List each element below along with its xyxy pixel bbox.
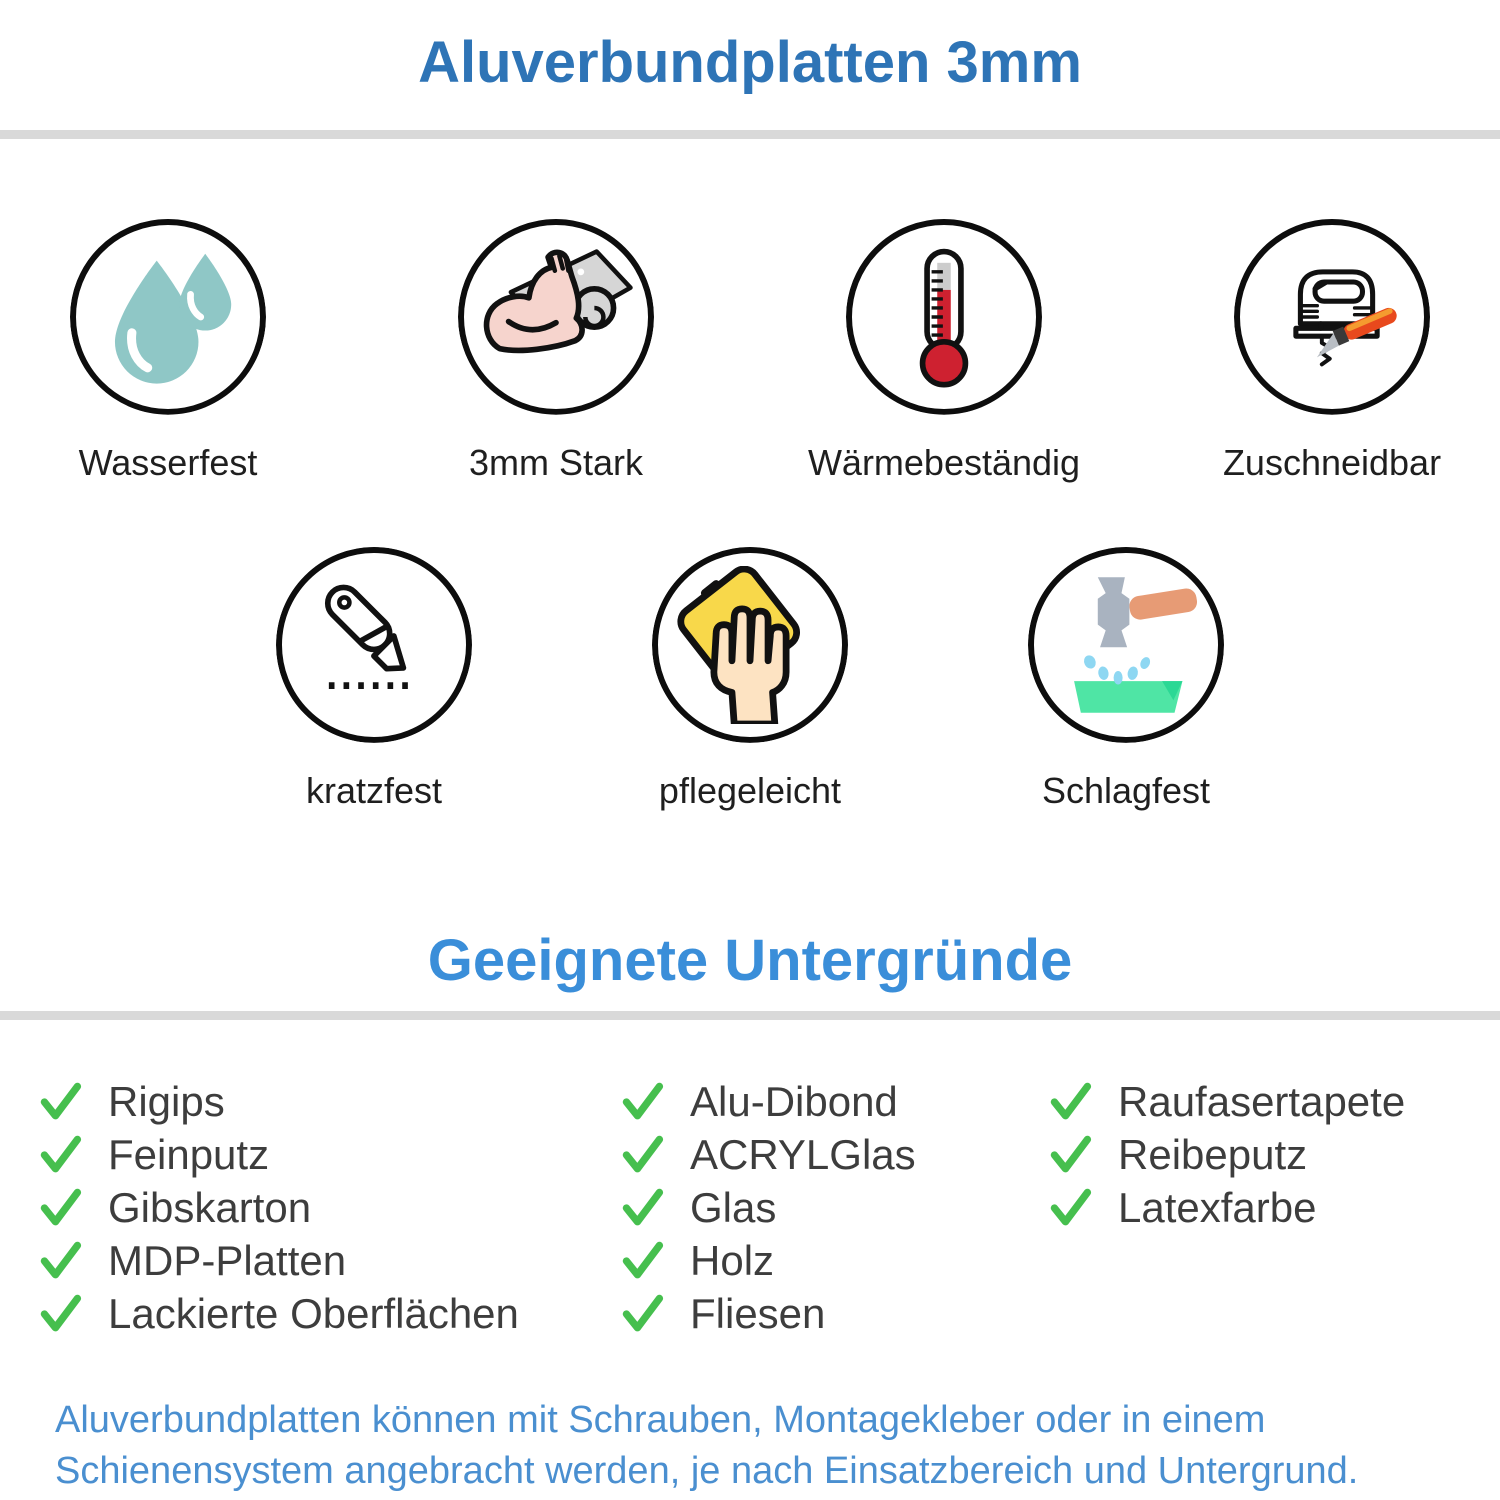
feature-label: Wärmebeständig	[807, 441, 1081, 483]
feature-label: Zuschneidbar	[1222, 441, 1442, 483]
list-item	[38, 1076, 620, 1129]
features-row-1	[0, 219, 1500, 484]
thermometer-icon	[865, 238, 1023, 396]
feature-3mm-stark	[458, 219, 654, 484]
footer-line: Aluverbundplatten können mit Schrauben, Montagekleber oder in einem	[55, 1398, 1266, 1441]
check-icon	[620, 1239, 664, 1283]
feature-circle	[1234, 219, 1430, 415]
substrate-label: MDP-Platten	[108, 1237, 347, 1285]
check-icon	[620, 1080, 664, 1124]
cleaning-cloth-hand-icon	[671, 566, 829, 724]
feature-pflegeleicht	[652, 547, 848, 812]
check-icon	[38, 1186, 82, 1230]
check-icon	[38, 1133, 82, 1177]
substrate-label: Lackierte Oberflächen	[108, 1290, 519, 1338]
list-item	[620, 1129, 1048, 1182]
substrate-label: Reibeputz	[1118, 1131, 1308, 1179]
list-item	[1048, 1129, 1500, 1182]
feature-label: Schlagfest	[1041, 769, 1211, 811]
feature-waermebestaendig	[807, 219, 1081, 484]
muscle-arm-icon	[477, 238, 635, 396]
substrate-label: Alu-Dibond	[690, 1078, 898, 1126]
list-item	[38, 1288, 620, 1341]
check-icon	[620, 1292, 664, 1336]
substrate-label: Rigips	[108, 1078, 225, 1126]
substrate-label: Gibskarton	[108, 1184, 312, 1232]
check-icon	[38, 1080, 82, 1124]
list-item	[620, 1182, 1048, 1235]
check-icon	[38, 1239, 82, 1283]
list-item	[38, 1182, 620, 1235]
check-icon	[620, 1186, 664, 1230]
substrates-list	[0, 1076, 1500, 1341]
feature-wasserfest	[70, 219, 266, 484]
feature-schlagfest	[1028, 547, 1224, 812]
feature-circle	[652, 547, 848, 743]
check-icon	[1048, 1133, 1092, 1177]
list-item	[1048, 1182, 1500, 1235]
list-item	[38, 1235, 620, 1288]
feature-zuschneidbar	[1222, 219, 1442, 484]
feature-circle	[458, 219, 654, 415]
substrate-label: Holz	[690, 1237, 775, 1285]
divider-bar-top	[0, 130, 1500, 139]
utility-knife-icon	[295, 566, 453, 724]
feature-label: kratzfest	[305, 769, 443, 811]
check-icon	[1048, 1186, 1092, 1230]
section-title: Geeignete Untergründe	[427, 928, 1073, 994]
check-icon	[1048, 1080, 1092, 1124]
footer-note	[0, 1395, 1500, 1498]
substrates-column-2	[620, 1076, 1048, 1341]
feature-circle	[276, 547, 472, 743]
list-item	[620, 1235, 1048, 1288]
feature-circle	[1028, 547, 1224, 743]
substrate-label: Fliesen	[690, 1290, 826, 1338]
substrates-column-3	[1048, 1076, 1500, 1341]
list-item	[620, 1288, 1048, 1341]
list-item	[1048, 1076, 1500, 1129]
feature-circle	[846, 219, 1042, 415]
divider-bar-middle	[0, 1011, 1500, 1020]
jigsaw-icon	[1253, 238, 1411, 396]
water-drops-icon	[89, 238, 247, 396]
list-item	[620, 1076, 1048, 1129]
feature-label: 3mm Stark	[468, 441, 644, 483]
feature-label: pflegeleicht	[658, 769, 842, 811]
check-icon	[620, 1133, 664, 1177]
substrate-label: Glas	[690, 1184, 777, 1232]
substrate-label: Latexfarbe	[1118, 1184, 1317, 1232]
hammer-icon	[1047, 566, 1205, 724]
features-row-2	[0, 547, 1500, 812]
feature-label: Wasserfest	[78, 441, 258, 483]
substrate-label: Feinputz	[108, 1131, 270, 1179]
list-item	[38, 1129, 620, 1182]
substrates-column-1	[38, 1076, 620, 1341]
substrate-label: ACRYLGlas	[690, 1131, 916, 1179]
check-icon	[38, 1292, 82, 1336]
feature-kratzfest	[276, 547, 472, 812]
feature-circle	[70, 219, 266, 415]
substrate-label: Raufasertapete	[1118, 1078, 1406, 1126]
page-title: Aluverbundplatten 3mm	[418, 30, 1082, 95]
footer-line: Schienensystem angebracht werden, je nach Einsatzbereich und Untergrund.	[55, 1450, 1359, 1493]
